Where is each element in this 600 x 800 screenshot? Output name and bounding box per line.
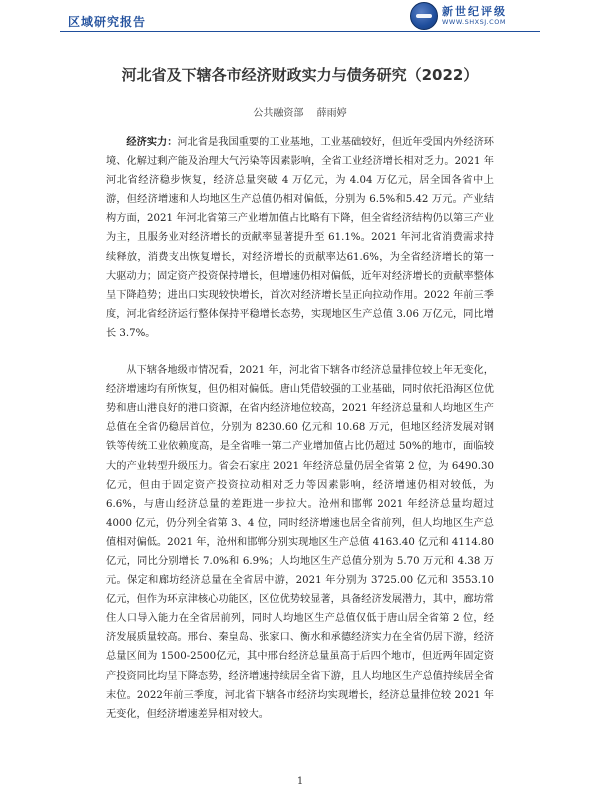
- report-header: [0, 0, 600, 34]
- body-text: [106, 133, 494, 742]
- author-line: 公共融资部 薛雨婷: [253, 108, 347, 119]
- globe-icon: [410, 2, 438, 30]
- paragraph: [106, 133, 494, 343]
- header-divider: [60, 31, 540, 32]
- paragraph-text: 河北省是我国重要的工业基地，工业基础较好，但近年受国内外经济环境、化解过剩产能及治理大气污染等因素影响，全省工业经济增长相对乏力。2021 年河北省经济稳步恢复，经济总量突破 4 万亿元，为 4.04 万亿元，居全国各省中上游，但经济增速和人均地区生产总值仍相对偏低，分别为 6.5%和5.42 万元。产业结构方面，2021 年河北省第三产业增加值占比略有下降，但全省经济结构仍以第三产业为主，且服务业对经济增长的贡献率显著提升至 61.1%。2021 年河北省消费需求持续释放，消费支出恢复增长，对经济增长的贡献率达61.6%，为全省经济增长的第一大驱动力；固定资产投资保持增长，但增速仍相对偏低，近年对经济增长的贡献率整体呈下降趋势；进出口实现较快增长，首次对经济增长呈正向拉动作用。2022 年前三季度，河北省经济运行整体保持平稳增长态势，实现地区生产总值 3.06 万亿元，同比增长 3.7%。: [106, 137, 494, 339]
- paragraph-lead: 经济实力：: [126, 136, 178, 148]
- company-logo: [410, 2, 540, 30]
- logo-name: 新世纪评级: [442, 5, 507, 18]
- page-number: 1: [296, 776, 304, 787]
- paragraph-text: 从下辖各地级市情况看，2021 年，河北省下辖各市经济总量排位较上年无变化，经济增速均有所恢复，但仍相对偏低。唐山凭借较强的工业基础，同时依托沿海区位优势和唐山港良好的港口资源，在省内经济地位较高，2021 年经济总量和人均地区生产总值在全省仍稳居首位，分别为 8230.60 亿元和 10.68 万元，但地区经济发展对钢铁等传统工业依赖度高，是全省唯一第二产业增加值占比仍超过 50%的地市，面临较大的产业转型升级压力。省会石家庄 2021 年经济总量仍居全省第 2 位，为 6490.30 亿元，但由于固定资产投资拉动相对乏力等因素影响，经济增速仍相对较低，为 6.6%，与唐山经济总量的差距进一步拉大。沧州和邯郸 2021 年经济总量均超过 4000 亿元，仍分列全省第 3、4 位，同时经济增速也居全省前列，但人均地区生产总值相对偏低。2021 年，沧州和邯郸分别实现地区生产总值 4163.40 亿元和 4114.80 亿元，同比分别增长 7.0%和 6.9%；人均地区生产总值分别为 5.70 万元和 4.38 万元。保定和廊坊经济总量在全省居中游，2021 年分别为 3725.00 亿元和 3553.10 亿元，但作为环京津核心功能区，区位优势较显著，具备经济发展潜力，其中，廊坊常住人口导入能力在全省居前列，同时人均地区生产总值仅低于唐山居全省第 2 位，经济发展质量较高。邢台、秦皇岛、张家口、衡水和承德经济实力在全省仍居下游，经济总量区间为 1500-2500亿元，其中邢台经济总量虽高于后四个地市，但近两年固定资产投资同比均呈下降态势，经济增速持续居全省下游，且人均地区生产总值持续居全省末位。2022年前三季度，河北省下辖各市经济均实现增长，经济总量排位较 2021 年无变化，但经济增速差异相对较大。: [106, 365, 495, 720]
- document-title: 河北省及下辖各市经济财政实力与债务研究（2022）: [121, 66, 479, 84]
- paragraph: [106, 361, 494, 724]
- section-title: 区域研究报告: [68, 15, 147, 29]
- logo-url: WWW.SHXSJ.COM: [442, 18, 506, 26]
